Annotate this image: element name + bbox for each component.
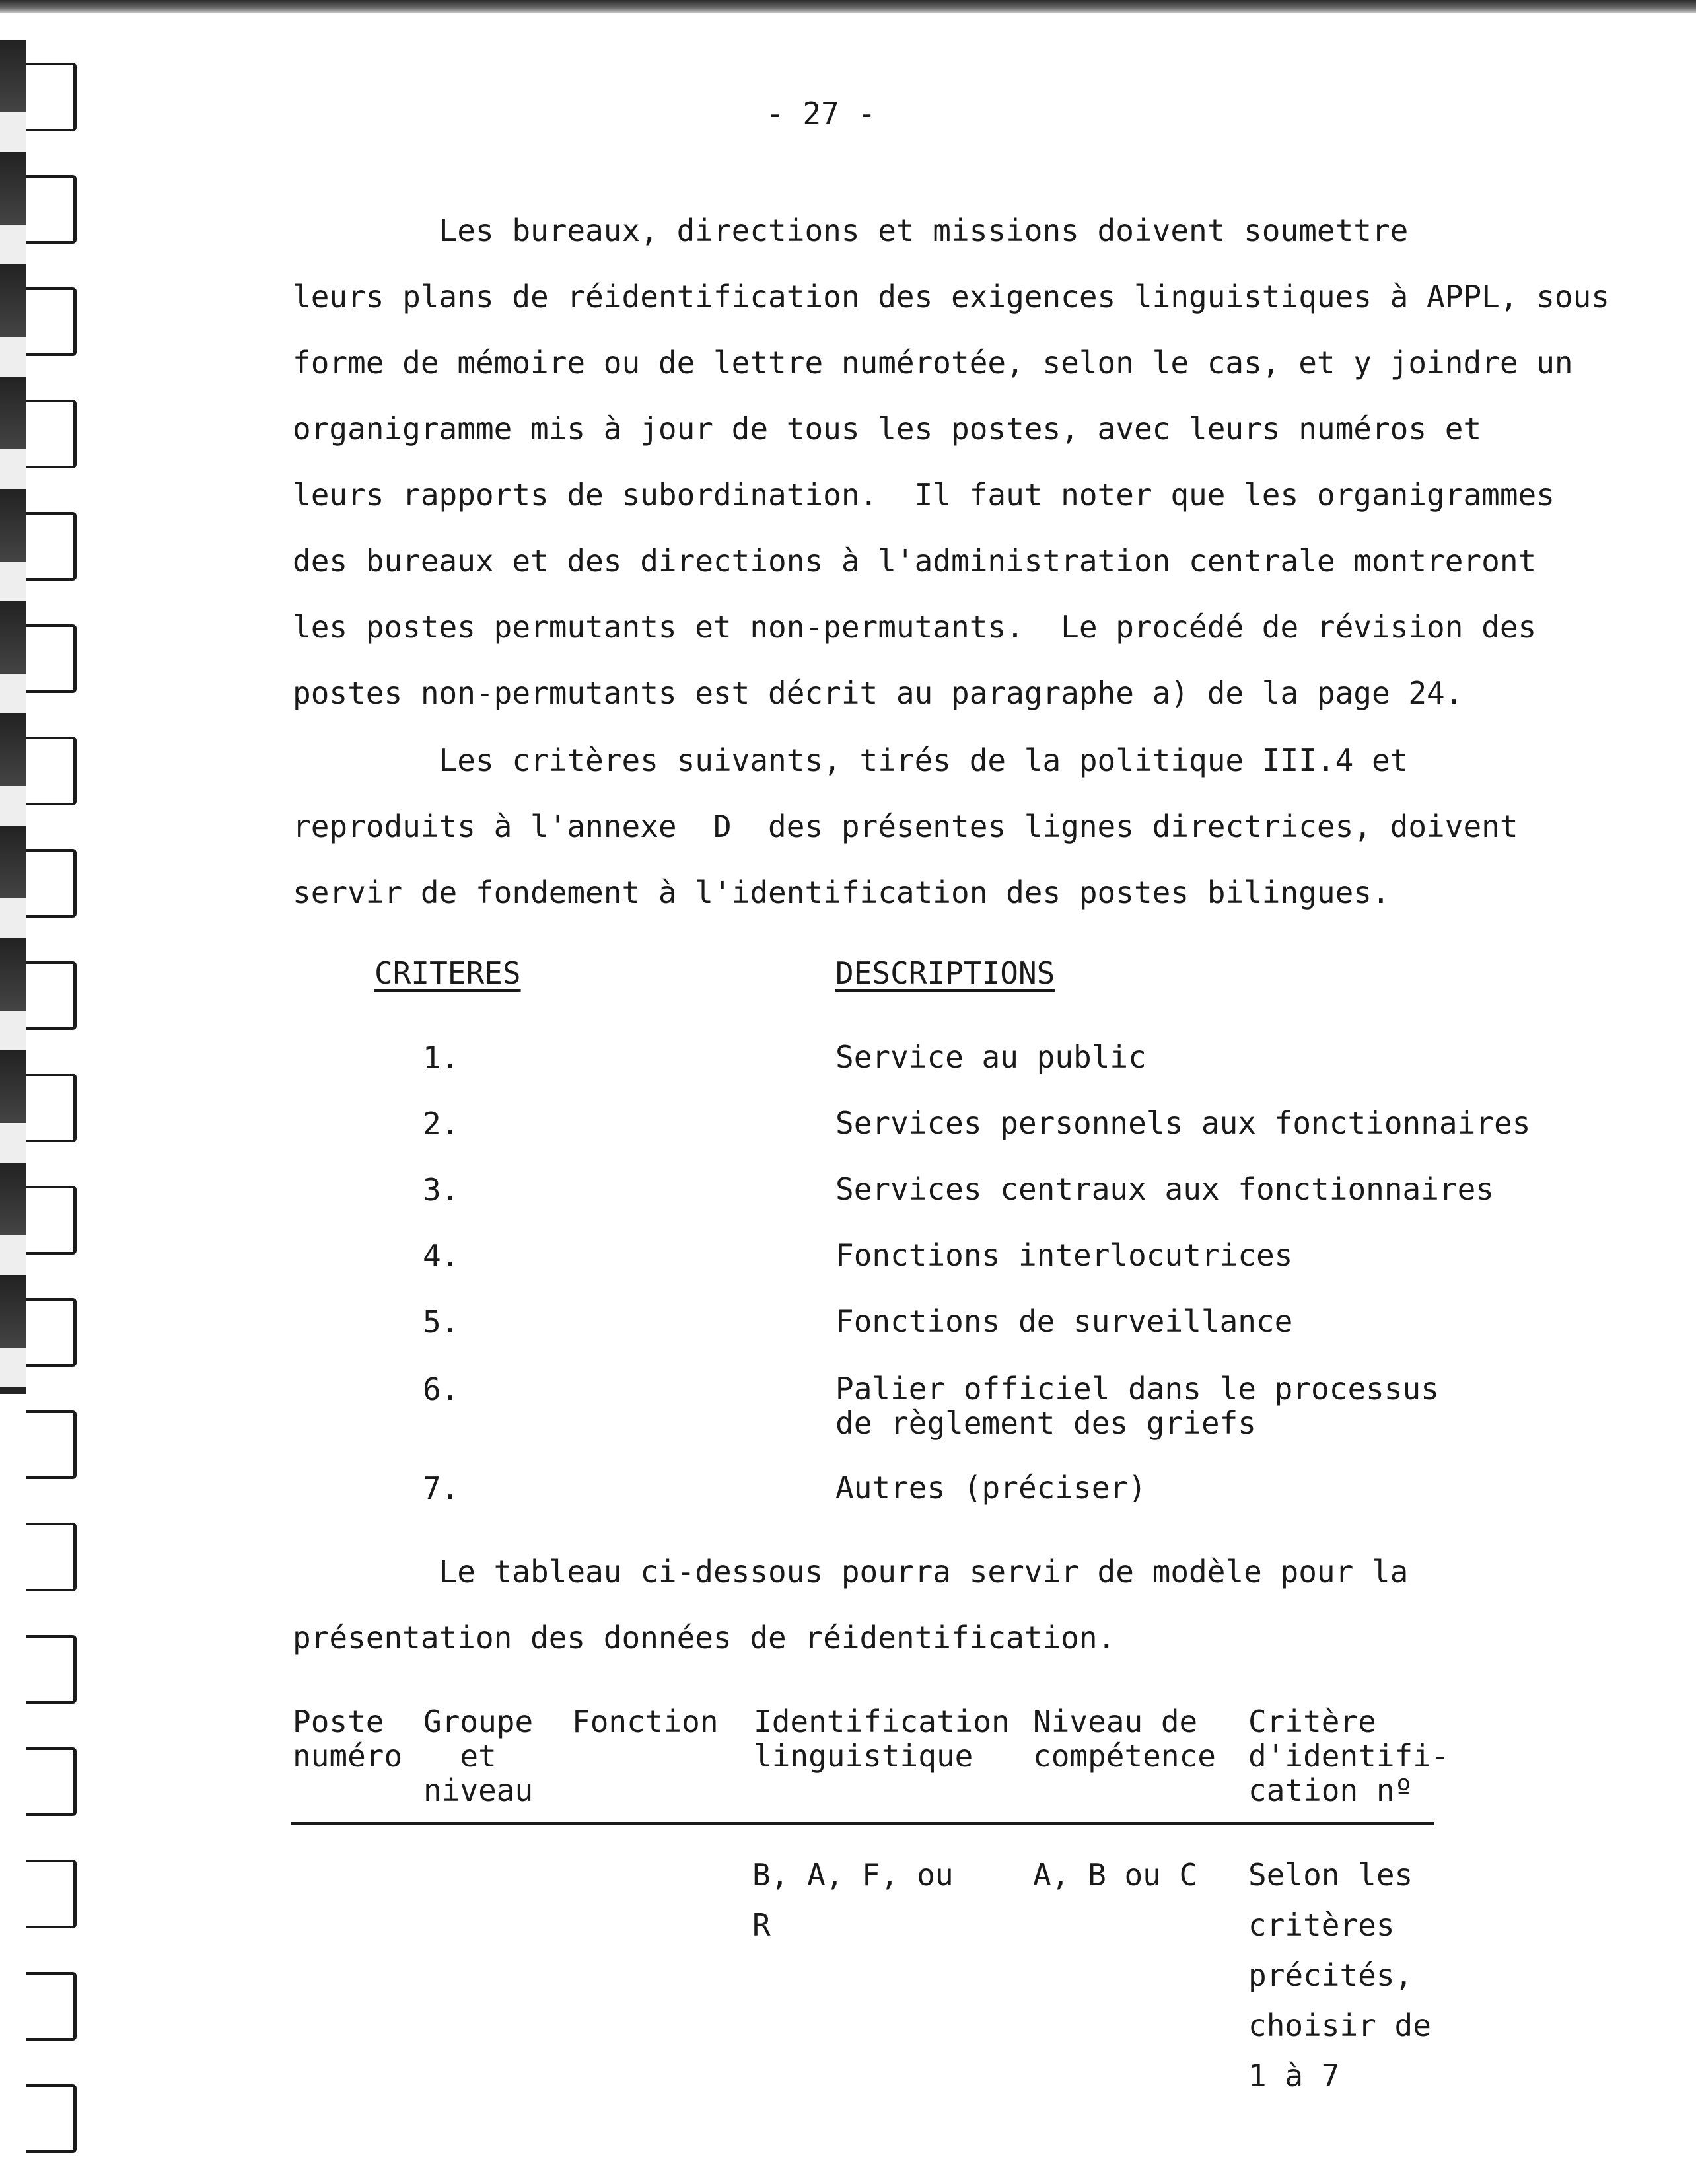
paragraph-line: les postes permutants et non-permutants. Le procédé de révision des bbox=[293, 609, 1537, 645]
binding-ring bbox=[26, 2084, 77, 2153]
paragraph-line: Les bureaux, directions et missions doivent soumettre bbox=[293, 213, 1409, 248]
paragraph-line: leurs plans de réidentification des exigences linguistiques à APPL, sous bbox=[293, 279, 1609, 314]
table-header-groupe: Groupe et niveau bbox=[423, 1704, 534, 1808]
criterion-description: Service au public bbox=[835, 1039, 1147, 1075]
binding-ring bbox=[26, 1410, 77, 1479]
binding-ring bbox=[26, 1074, 77, 1142]
paragraph-line: des bureaux et des directions à l'administration centrale montreront bbox=[293, 543, 1537, 579]
binding-ring bbox=[26, 961, 77, 1030]
scan-top-edge bbox=[0, 0, 1696, 13]
binding-ring bbox=[26, 400, 77, 468]
table-header-critere: Critère d'identifi- cation nº bbox=[1248, 1704, 1450, 1808]
paragraph-line: servir de fondement à l'identification des postes bilingues. bbox=[293, 875, 1390, 910]
criterion-number: 3. bbox=[423, 1172, 460, 1208]
binding-ring bbox=[26, 624, 77, 693]
binding-ring bbox=[26, 1523, 77, 1591]
closing-line: Le tableau ci-dessous pourra servir de modèle pour la bbox=[293, 1554, 1409, 1589]
paragraph-line: Les critères suivants, tirés de la politique III.4 et bbox=[293, 743, 1409, 778]
closing-line: présentation des données de réidentification. bbox=[293, 1620, 1116, 1656]
binding-ring bbox=[26, 1186, 77, 1255]
spiral-binding bbox=[0, 40, 26, 1394]
criterion-number: 1. bbox=[423, 1040, 460, 1075]
criterion-number: 4. bbox=[423, 1238, 460, 1274]
descriptions-header: DESCRIPTIONS bbox=[835, 955, 1055, 991]
paragraph-line: postes non-permutants est décrit au paragraphe a) de la page 24. bbox=[293, 675, 1464, 711]
binding-ring bbox=[26, 1972, 77, 2041]
table-cell-critere: Selon les critères précités, choisir de 1 à 7 bbox=[1248, 1857, 1431, 2093]
criterion-number: 7. bbox=[423, 1471, 460, 1506]
binding-ring bbox=[26, 1298, 77, 1367]
table-header-niveau: Niveau de compétence bbox=[1033, 1704, 1216, 1774]
criterion-number: 6. bbox=[423, 1371, 460, 1407]
table-rule bbox=[291, 1822, 1434, 1825]
criterion-description: Palier officiel dans le processus de règlement des griefs bbox=[835, 1371, 1439, 1441]
criteria-header: CRITERES bbox=[374, 955, 521, 991]
binding-ring bbox=[26, 1747, 77, 1816]
binding-ring bbox=[26, 1860, 77, 1928]
page-number: - 27 - bbox=[766, 96, 876, 131]
criterion-description: Services centraux aux fonctionnaires bbox=[835, 1171, 1494, 1207]
binding-ring bbox=[26, 737, 77, 805]
criterion-number: 5. bbox=[423, 1304, 460, 1340]
binding-ring bbox=[26, 1635, 77, 1704]
table-cell-niveau: A, B ou C bbox=[1033, 1857, 1198, 1893]
binding-ring bbox=[26, 63, 77, 131]
binding-ring bbox=[26, 512, 77, 581]
binding-ring bbox=[26, 849, 77, 918]
table-header-fonction: Fonction bbox=[572, 1704, 719, 1739]
paragraph-line: forme de mémoire ou de lettre numérotée, selon le cas, et y joindre un bbox=[293, 345, 1573, 381]
criterion-description: Fonctions interlocutrices bbox=[835, 1237, 1293, 1273]
table-header-identification: Identification linguistique bbox=[754, 1704, 1010, 1774]
criterion-description: Fonctions de surveillance bbox=[835, 1303, 1293, 1339]
paragraph-line: reproduits à l'annexe D des présentes lignes directrices, doivent bbox=[293, 809, 1518, 844]
binding-ring bbox=[26, 287, 77, 356]
table-cell-identification: B, A, F, ou R bbox=[752, 1857, 954, 1943]
binding-ring bbox=[26, 175, 77, 244]
criterion-description: Autres (préciser) bbox=[835, 1470, 1147, 1506]
paragraph-line: leurs rapports de subordination. Il faut noter que les organigrammes bbox=[293, 477, 1555, 513]
table-header-poste: Poste numéro bbox=[293, 1704, 403, 1774]
criterion-number: 2. bbox=[423, 1106, 460, 1142]
paragraph-line: organigramme mis à jour de tous les postes, avec leurs numéros et bbox=[293, 411, 1482, 447]
criterion-description: Services personnels aux fonctionnaires bbox=[835, 1105, 1531, 1141]
